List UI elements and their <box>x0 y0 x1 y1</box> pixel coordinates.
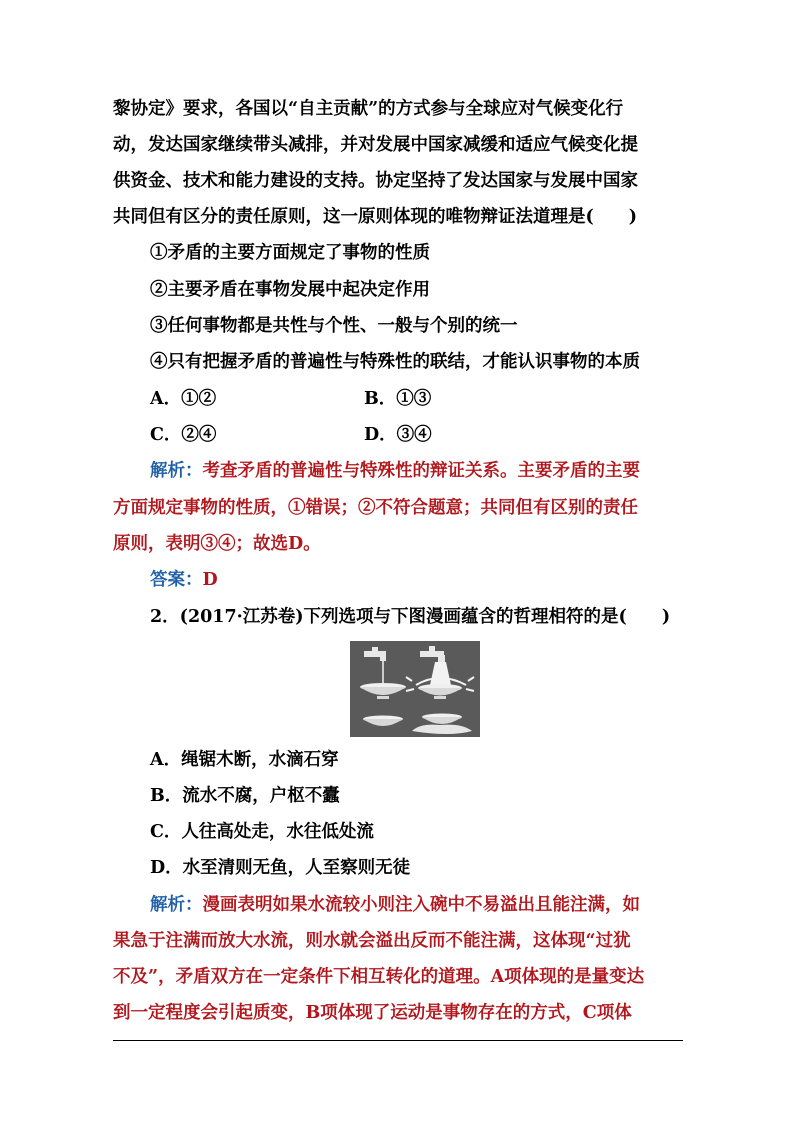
passage-line: 动，发达国家继续带头减排，并对发展中国家减缓和适应气候变化提 <box>113 135 638 155</box>
q2-analysis-line: 不及”，矛盾双方在一定条件下相互转化的道理。A项体现的是量变达 <box>113 967 645 987</box>
q1-statement: ①矛盾的主要方面规定了事物的性质 <box>150 243 430 263</box>
analysis-label: 解析： <box>150 461 203 481</box>
cartoon-image <box>350 641 480 737</box>
q2-stem: 2．(2017·江苏卷)下列选项与下图漫画蕴含的哲理相符的是( ) <box>150 607 671 627</box>
answer-label: 答案： <box>150 570 203 590</box>
q1-option-c: C．②④ <box>150 425 217 445</box>
q1-analysis-text: 考查矛盾的普遍性与特殊性的辩证关系。主要矛盾的主要 <box>202 461 640 481</box>
answer-value: D <box>202 570 218 590</box>
q1-statement: ③任何事物都是共性与个性、一般与个别的统一 <box>150 316 518 336</box>
q2-option-d: D．水至清则无鱼，人至察则无徒 <box>150 858 411 878</box>
passage-line: 供资金、技术和能力建设的支持。协定坚持了发达国家与发展中国家 <box>113 171 638 191</box>
q2-option-b: B．流水不腐，户枢不蠹 <box>150 786 340 806</box>
q2-analysis-line: 到一定程度会引起质变，B项体现了运动是事物存在的方式，C项体 <box>113 1003 632 1023</box>
q1-analysis-line: 原则，表明③④；故选D。 <box>113 534 321 554</box>
q1-option-b: B．①③ <box>364 389 432 409</box>
q2-option-a: A．绳锯木断，水滴石穿 <box>150 750 339 770</box>
q1-statement: ④只有把握矛盾的普遍性与特殊性的联结，才能认识事物的本质 <box>150 352 640 372</box>
q2-analysis-line <box>150 893 720 917</box>
q2-analysis-line: 果急于注满而放大水流，则水就会溢出反而不能注满，这体现“过犹 <box>113 931 631 951</box>
q1-answer <box>150 568 720 592</box>
q2-analysis-text: 漫画表明如果水流较小则注入碗中不易溢出且能注满，如 <box>202 895 640 915</box>
analysis-label: 解析： <box>150 895 203 915</box>
q1-analysis-line: 方面规定事物的性质，①错误；②不符合题意；共同但有区别的责任 <box>113 498 638 518</box>
page-footer-rule <box>113 1040 683 1041</box>
passage-line: 黎协定》要求，各国以“自主贡献”的方式参与全球应对气候变化行 <box>113 99 624 119</box>
q1-statement: ②主要矛盾在事物发展中起决定作用 <box>150 280 430 300</box>
q1-option-a: A．①② <box>150 389 217 409</box>
passage-line: 共同但有区分的责任原则，这一原则体现的唯物辩证法道理是( ) <box>113 207 638 227</box>
q2-option-c: C．人往高处走，水往低处流 <box>150 822 374 842</box>
q1-option-d: D．③④ <box>364 425 432 445</box>
q1-analysis-line <box>150 459 720 483</box>
